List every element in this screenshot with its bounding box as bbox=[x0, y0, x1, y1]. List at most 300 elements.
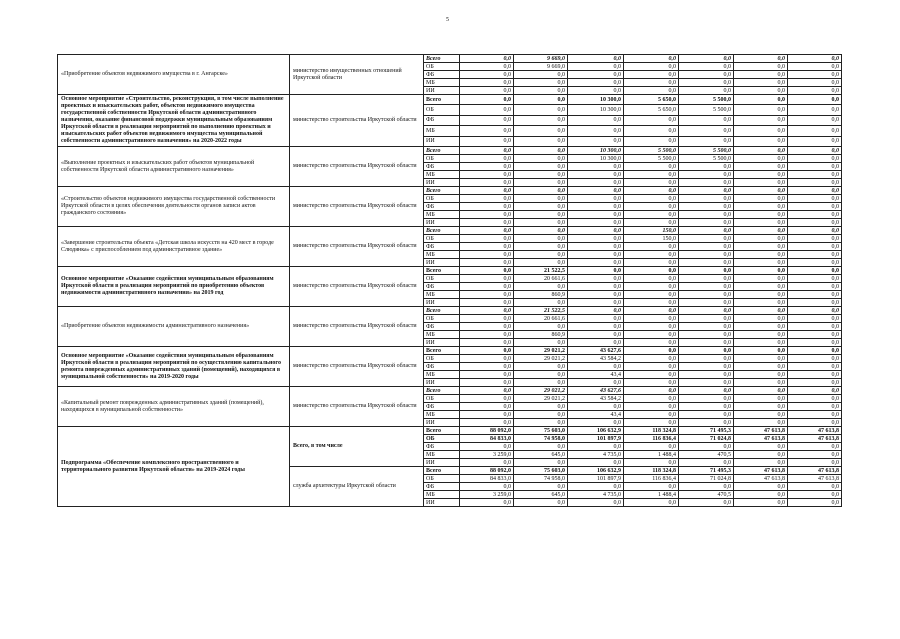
amount-cell: 74 958,0 bbox=[514, 475, 568, 483]
amount-cell: 0,0 bbox=[514, 87, 568, 95]
amount-cell: 0,0 bbox=[460, 243, 514, 251]
amount-cell: 0,0 bbox=[568, 443, 624, 451]
funding-source: ИИ bbox=[424, 459, 460, 467]
funding-source: Всего bbox=[424, 347, 460, 355]
amount-cell: 0,0 bbox=[514, 163, 568, 171]
amount-cell: 43,4 bbox=[568, 411, 624, 419]
amount-cell: 0,0 bbox=[624, 323, 679, 331]
amount-cell: 0,0 bbox=[460, 395, 514, 403]
amount-cell: 0,0 bbox=[514, 147, 568, 155]
amount-cell: 116 836,4 bbox=[624, 435, 679, 443]
funding-source: ОБ bbox=[424, 275, 460, 283]
amount-cell: 0,0 bbox=[624, 299, 679, 307]
amount-cell: 0,0 bbox=[460, 387, 514, 395]
amount-cell: 0,0 bbox=[514, 483, 568, 491]
amount-cell: 0,0 bbox=[734, 315, 788, 323]
amount-cell: 0,0 bbox=[679, 299, 734, 307]
amount-cell: 10 300,0 bbox=[568, 147, 624, 155]
activity-name: «Капитальный ремонт поврежденных административных зданий (помещений), находящихся в муниципальной собственности» bbox=[58, 387, 290, 427]
amount-cell: 0,0 bbox=[460, 411, 514, 419]
funding-source: МБ bbox=[424, 491, 460, 499]
amount-cell: 0,0 bbox=[568, 163, 624, 171]
funding-source: ФБ bbox=[424, 403, 460, 411]
amount-cell: 0,0 bbox=[514, 79, 568, 87]
amount-cell: 0,0 bbox=[460, 95, 514, 105]
amount-cell: 0,0 bbox=[734, 87, 788, 95]
amount-cell: 0,0 bbox=[460, 227, 514, 235]
amount-cell: 0,0 bbox=[788, 283, 842, 291]
amount-cell: 0,0 bbox=[788, 259, 842, 267]
amount-cell: 118 324,8 bbox=[624, 427, 679, 435]
amount-cell: 0,0 bbox=[568, 499, 624, 507]
amount-cell: 0,0 bbox=[734, 227, 788, 235]
amount-cell: 1 488,4 bbox=[624, 451, 679, 459]
amount-cell: 0,0 bbox=[460, 459, 514, 467]
amount-cell: 0,0 bbox=[460, 115, 514, 125]
amount-cell: 0,0 bbox=[460, 105, 514, 115]
amount-cell: 0,0 bbox=[788, 443, 842, 451]
amount-cell: 0,0 bbox=[679, 371, 734, 379]
amount-cell: 9 669,0 bbox=[514, 63, 568, 71]
amount-cell: 0,0 bbox=[788, 155, 842, 163]
responsible-executor: министерство строительства Иркутской области bbox=[290, 387, 424, 427]
amount-cell: 29 021,2 bbox=[514, 387, 568, 395]
activity-name: Основное мероприятие «Оказание содействия муниципальным образованиям Иркутской области в реализации мероприятий по осуществлению капитального ремонта поврежденных административных зданий (помещений), находящихся в муниципальной собственности» на 2019-2020 годы bbox=[58, 347, 290, 387]
amount-cell: 0,0 bbox=[514, 403, 568, 411]
amount-cell: 0,0 bbox=[734, 331, 788, 339]
amount-cell: 0,0 bbox=[788, 251, 842, 259]
table-row bbox=[58, 387, 842, 395]
amount-cell: 0,0 bbox=[514, 251, 568, 259]
amount-cell: 0,0 bbox=[679, 63, 734, 71]
amount-cell: 0,0 bbox=[679, 323, 734, 331]
amount-cell: 0,0 bbox=[734, 179, 788, 187]
responsible-executor: министерство строительства Иркутской области bbox=[290, 95, 424, 147]
funding-source: МБ bbox=[424, 251, 460, 259]
amount-cell: 0,0 bbox=[679, 395, 734, 403]
responsible-executor: министерство строительства Иркутской области bbox=[290, 147, 424, 187]
amount-cell: 88 092,0 bbox=[460, 467, 514, 475]
amount-cell: 0,0 bbox=[788, 323, 842, 331]
amount-cell: 0,0 bbox=[514, 299, 568, 307]
amount-cell: 0,0 bbox=[734, 155, 788, 163]
amount-cell: 0,0 bbox=[624, 419, 679, 427]
amount-cell: 0,0 bbox=[514, 95, 568, 105]
responsible-executor: министерство строительства Иркутской области bbox=[290, 187, 424, 227]
amount-cell: 0,0 bbox=[568, 259, 624, 267]
amount-cell: 5 500,0 bbox=[679, 147, 734, 155]
amount-cell: 0,0 bbox=[514, 499, 568, 507]
amount-cell: 0,0 bbox=[734, 195, 788, 203]
amount-cell: 0,0 bbox=[734, 267, 788, 275]
funding-source: МБ bbox=[424, 371, 460, 379]
funding-source: Всего bbox=[424, 387, 460, 395]
amount-cell: 29 021,2 bbox=[514, 347, 568, 355]
amount-cell: 10 300,0 bbox=[568, 95, 624, 105]
amount-cell: 0,0 bbox=[788, 299, 842, 307]
amount-cell: 0,0 bbox=[460, 331, 514, 339]
amount-cell: 0,0 bbox=[679, 211, 734, 219]
amount-cell: 0,0 bbox=[788, 315, 842, 323]
amount-cell: 645,0 bbox=[514, 451, 568, 459]
amount-cell: 10 300,0 bbox=[568, 155, 624, 163]
amount-cell: 88 092,0 bbox=[460, 427, 514, 435]
amount-cell: 101 897,9 bbox=[568, 475, 624, 483]
table-row bbox=[58, 267, 842, 275]
amount-cell: 0,0 bbox=[788, 243, 842, 251]
amount-cell: 0,0 bbox=[788, 63, 842, 71]
amount-cell: 84 833,0 bbox=[460, 475, 514, 483]
activity-name: «Приобретение объектов недвижимости административного назначения» bbox=[58, 307, 290, 347]
amount-cell: 0,0 bbox=[788, 339, 842, 347]
amount-cell: 47 613,8 bbox=[788, 467, 842, 475]
amount-cell: 0,0 bbox=[460, 291, 514, 299]
amount-cell: 0,0 bbox=[788, 95, 842, 105]
amount-cell: 0,0 bbox=[568, 219, 624, 227]
amount-cell: 0,0 bbox=[788, 71, 842, 79]
amount-cell: 0,0 bbox=[514, 203, 568, 211]
amount-cell: 0,0 bbox=[624, 87, 679, 95]
amount-cell: 29 021,2 bbox=[514, 355, 568, 363]
funding-source: МБ bbox=[424, 126, 460, 136]
amount-cell: 0,0 bbox=[624, 403, 679, 411]
amount-cell: 150,0 bbox=[624, 227, 679, 235]
amount-cell: 0,0 bbox=[679, 363, 734, 371]
amount-cell: 0,0 bbox=[460, 195, 514, 203]
amount-cell: 0,0 bbox=[624, 259, 679, 267]
funding-source: ФБ bbox=[424, 71, 460, 79]
amount-cell: 0,0 bbox=[788, 331, 842, 339]
amount-cell: 0,0 bbox=[734, 283, 788, 291]
amount-cell: 0,0 bbox=[514, 363, 568, 371]
amount-cell: 0,0 bbox=[568, 171, 624, 179]
amount-cell: 0,0 bbox=[568, 203, 624, 211]
amount-cell: 1 488,4 bbox=[624, 491, 679, 499]
amount-cell: 0,0 bbox=[788, 451, 842, 459]
amount-cell: 0,0 bbox=[734, 419, 788, 427]
amount-cell: 0,0 bbox=[624, 291, 679, 299]
amount-cell: 0,0 bbox=[734, 203, 788, 211]
amount-cell: 0,0 bbox=[734, 491, 788, 499]
amount-cell: 0,0 bbox=[460, 55, 514, 63]
amount-cell: 0,0 bbox=[514, 179, 568, 187]
amount-cell: 71 024,8 bbox=[679, 475, 734, 483]
amount-cell: 0,0 bbox=[514, 323, 568, 331]
amount-cell: 5 650,0 bbox=[624, 105, 679, 115]
amount-cell: 0,0 bbox=[679, 275, 734, 283]
funding-source: ИИ bbox=[424, 339, 460, 347]
amount-cell: 0,0 bbox=[624, 251, 679, 259]
funding-source: ИИ bbox=[424, 419, 460, 427]
table-row bbox=[58, 347, 842, 355]
amount-cell: 150,0 bbox=[624, 235, 679, 243]
amount-cell: 0,0 bbox=[460, 339, 514, 347]
amount-cell: 21 522,5 bbox=[514, 267, 568, 275]
amount-cell: 0,0 bbox=[460, 379, 514, 387]
amount-cell: 101 897,9 bbox=[568, 435, 624, 443]
funding-source: Всего bbox=[424, 95, 460, 105]
amount-cell: 0,0 bbox=[568, 315, 624, 323]
amount-cell: 0,0 bbox=[568, 283, 624, 291]
amount-cell: 0,0 bbox=[788, 171, 842, 179]
amount-cell: 0,0 bbox=[624, 79, 679, 87]
funding-source: ОБ bbox=[424, 155, 460, 163]
amount-cell: 0,0 bbox=[734, 411, 788, 419]
amount-cell: 21 522,5 bbox=[514, 307, 568, 315]
amount-cell: 0,0 bbox=[624, 195, 679, 203]
funding-source: ФБ bbox=[424, 483, 460, 491]
amount-cell: 75 603,0 bbox=[514, 427, 568, 435]
amount-cell: 0,0 bbox=[514, 105, 568, 115]
amount-cell: 0,0 bbox=[514, 371, 568, 379]
amount-cell: 0,0 bbox=[624, 387, 679, 395]
amount-cell: 0,0 bbox=[568, 63, 624, 71]
amount-cell: 470,5 bbox=[679, 451, 734, 459]
amount-cell: 106 632,9 bbox=[568, 427, 624, 435]
table-row bbox=[58, 187, 842, 195]
amount-cell: 0,0 bbox=[624, 179, 679, 187]
amount-cell: 0,0 bbox=[788, 371, 842, 379]
amount-cell: 0,0 bbox=[788, 147, 842, 155]
amount-cell: 0,0 bbox=[460, 147, 514, 155]
amount-cell: 0,0 bbox=[460, 299, 514, 307]
amount-cell: 0,0 bbox=[568, 115, 624, 125]
amount-cell: 47 613,8 bbox=[788, 475, 842, 483]
amount-cell: 0,0 bbox=[460, 163, 514, 171]
amount-cell: 0,0 bbox=[679, 163, 734, 171]
amount-cell: 0,0 bbox=[624, 163, 679, 171]
page-number: 5 bbox=[446, 17, 449, 23]
amount-cell: 0,0 bbox=[568, 459, 624, 467]
amount-cell: 0,0 bbox=[514, 219, 568, 227]
amount-cell: 9 669,0 bbox=[514, 55, 568, 63]
amount-cell: 0,0 bbox=[624, 411, 679, 419]
amount-cell: 0,0 bbox=[679, 243, 734, 251]
amount-cell: 0,0 bbox=[624, 395, 679, 403]
amount-cell: 0,0 bbox=[679, 259, 734, 267]
amount-cell: 0,0 bbox=[460, 267, 514, 275]
amount-cell: 0,0 bbox=[514, 235, 568, 243]
activity-name: «Завершение строительства объекта «Детская школа искусств на 420 мест в городе Слюдянка» с приспособлением под административное здание» bbox=[58, 227, 290, 267]
amount-cell: 0,0 bbox=[624, 315, 679, 323]
amount-cell: 0,0 bbox=[788, 79, 842, 87]
amount-cell: 0,0 bbox=[679, 411, 734, 419]
amount-cell: 47 613,8 bbox=[788, 427, 842, 435]
funding-source: ИИ bbox=[424, 299, 460, 307]
amount-cell: 0,0 bbox=[514, 211, 568, 219]
responsible-executor: министерство имущественных отношений Иркутской области bbox=[290, 55, 424, 95]
table-row bbox=[58, 227, 842, 235]
amount-cell: 0,0 bbox=[568, 483, 624, 491]
amount-cell: 0,0 bbox=[624, 71, 679, 79]
amount-cell: 0,0 bbox=[679, 267, 734, 275]
amount-cell: 0,0 bbox=[734, 211, 788, 219]
amount-cell: 0,0 bbox=[679, 87, 734, 95]
amount-cell: 0,0 bbox=[734, 55, 788, 63]
amount-cell: 0,0 bbox=[460, 203, 514, 211]
amount-cell: 0,0 bbox=[788, 347, 842, 355]
amount-cell: 0,0 bbox=[679, 126, 734, 136]
amount-cell: 0,0 bbox=[624, 211, 679, 219]
amount-cell: 0,0 bbox=[624, 499, 679, 507]
amount-cell: 0,0 bbox=[788, 291, 842, 299]
amount-cell: 0,0 bbox=[568, 267, 624, 275]
amount-cell: 0,0 bbox=[568, 195, 624, 203]
amount-cell: 0,0 bbox=[679, 283, 734, 291]
amount-cell: 29 021,2 bbox=[514, 395, 568, 403]
funding-source: ФБ bbox=[424, 283, 460, 291]
amount-cell: 0,0 bbox=[734, 291, 788, 299]
amount-cell: 0,0 bbox=[568, 291, 624, 299]
activity-name: Основное мероприятие «Оказание содействия муниципальным образованиям Иркутской области в реализации мероприятий по приобретению объектов недвижимости административного назначения» на 2019 год bbox=[58, 267, 290, 307]
amount-cell: 0,0 bbox=[624, 136, 679, 146]
amount-cell: 0,0 bbox=[514, 411, 568, 419]
subprogram-name: Подпрограмма «Обеспечение комплексного пространственного и территориального развития Иркутской области» на 2019-2024 годы bbox=[58, 427, 290, 507]
amount-cell: 0,0 bbox=[568, 323, 624, 331]
amount-cell: 0,0 bbox=[679, 483, 734, 491]
amount-cell: 0,0 bbox=[568, 235, 624, 243]
funding-source: ИИ bbox=[424, 87, 460, 95]
funding-source: МБ bbox=[424, 291, 460, 299]
amount-cell: 47 613,8 bbox=[734, 435, 788, 443]
amount-cell: 0,0 bbox=[679, 55, 734, 63]
amount-cell: 0,0 bbox=[624, 267, 679, 275]
amount-cell: 0,0 bbox=[734, 443, 788, 451]
amount-cell: 5 500,0 bbox=[679, 155, 734, 163]
funding-source: Всего bbox=[424, 55, 460, 63]
table-row bbox=[58, 95, 842, 105]
amount-cell: 84 833,0 bbox=[460, 435, 514, 443]
amount-cell: 0,0 bbox=[734, 403, 788, 411]
amount-cell: 0,0 bbox=[624, 219, 679, 227]
amount-cell: 0,0 bbox=[460, 235, 514, 243]
amount-cell: 47 613,8 bbox=[734, 427, 788, 435]
amount-cell: 0,0 bbox=[460, 347, 514, 355]
amount-cell: 0,0 bbox=[679, 171, 734, 179]
amount-cell: 118 324,8 bbox=[624, 467, 679, 475]
amount-cell: 0,0 bbox=[568, 179, 624, 187]
amount-cell: 0,0 bbox=[734, 339, 788, 347]
amount-cell: 71 495,3 bbox=[679, 467, 734, 475]
amount-cell: 0,0 bbox=[679, 227, 734, 235]
amount-cell: 0,0 bbox=[460, 315, 514, 323]
amount-cell: 3 259,0 bbox=[460, 451, 514, 459]
amount-cell: 0,0 bbox=[514, 227, 568, 235]
amount-cell: 0,0 bbox=[679, 459, 734, 467]
amount-cell: 0,0 bbox=[460, 403, 514, 411]
table-row bbox=[58, 307, 842, 315]
table-row bbox=[58, 55, 842, 63]
amount-cell: 0,0 bbox=[679, 315, 734, 323]
amount-cell: 0,0 bbox=[514, 126, 568, 136]
amount-cell: 0,0 bbox=[568, 339, 624, 347]
funding-source: ФБ bbox=[424, 203, 460, 211]
amount-cell: 43 627,6 bbox=[568, 347, 624, 355]
amount-cell: 4 735,0 bbox=[568, 491, 624, 499]
amount-cell: 0,0 bbox=[568, 55, 624, 63]
amount-cell: 0,0 bbox=[624, 187, 679, 195]
funding-source: ОБ bbox=[424, 355, 460, 363]
amount-cell: 0,0 bbox=[788, 307, 842, 315]
amount-cell: 0,0 bbox=[568, 227, 624, 235]
amount-cell: 43 584,2 bbox=[568, 395, 624, 403]
amount-cell: 0,0 bbox=[734, 483, 788, 491]
amount-cell: 116 836,4 bbox=[624, 475, 679, 483]
funding-source: Всего bbox=[424, 307, 460, 315]
activity-name: «Приобретение объектов недвижимого имущества в г. Ангарске» bbox=[58, 55, 290, 95]
amount-cell: 0,0 bbox=[460, 187, 514, 195]
amount-cell: 0,0 bbox=[624, 443, 679, 451]
amount-cell: 0,0 bbox=[460, 323, 514, 331]
amount-cell: 0,0 bbox=[788, 491, 842, 499]
amount-cell: 0,0 bbox=[460, 371, 514, 379]
amount-cell: 10 300,0 bbox=[568, 105, 624, 115]
amount-cell: 0,0 bbox=[734, 243, 788, 251]
amount-cell: 0,0 bbox=[788, 163, 842, 171]
amount-cell: 0,0 bbox=[624, 55, 679, 63]
amount-cell: 0,0 bbox=[679, 187, 734, 195]
amount-cell: 0,0 bbox=[788, 219, 842, 227]
amount-cell: 0,0 bbox=[734, 355, 788, 363]
amount-cell: 0,0 bbox=[788, 187, 842, 195]
amount-cell: 0,0 bbox=[460, 251, 514, 259]
amount-cell: 0,0 bbox=[788, 275, 842, 283]
amount-cell: 0,0 bbox=[788, 105, 842, 115]
amount-cell: 0,0 bbox=[679, 291, 734, 299]
amount-cell: 0,0 bbox=[568, 126, 624, 136]
amount-cell: 0,0 bbox=[788, 363, 842, 371]
funding-source: МБ bbox=[424, 211, 460, 219]
amount-cell: 0,0 bbox=[788, 235, 842, 243]
amount-cell: 0,0 bbox=[514, 171, 568, 179]
funding-source: ОБ bbox=[424, 195, 460, 203]
amount-cell: 0,0 bbox=[734, 126, 788, 136]
amount-cell: 0,0 bbox=[734, 136, 788, 146]
amount-cell: 0,0 bbox=[460, 363, 514, 371]
amount-cell: 20 661,6 bbox=[514, 315, 568, 323]
activity-name: Основное мероприятие «Строительство, реконструкция, в том числе выполнение проектных и изыскательских работ, объектов недвижимого имущества государственной собственности Иркутской области административного назначения, оказание финансовой поддержки муниципальным образованиям Иркутской области в реализации мероприятий по выполнению проектных и изыскательских работ объектов недвижимого имущества муниципальной собственности административного назначения» на 2020-2022 годы bbox=[58, 95, 290, 147]
amount-cell: 0,0 bbox=[788, 195, 842, 203]
amount-cell: 0,0 bbox=[568, 419, 624, 427]
amount-cell: 0,0 bbox=[788, 55, 842, 63]
amount-cell: 0,0 bbox=[568, 251, 624, 259]
amount-cell: 0,0 bbox=[679, 443, 734, 451]
amount-cell: 3 259,0 bbox=[460, 491, 514, 499]
amount-cell: 0,0 bbox=[460, 275, 514, 283]
amount-cell: 0,0 bbox=[514, 187, 568, 195]
funding-source: ФБ bbox=[424, 443, 460, 451]
amount-cell: 0,0 bbox=[624, 203, 679, 211]
amount-cell: 0,0 bbox=[679, 419, 734, 427]
funding-source: ОБ bbox=[424, 315, 460, 323]
funding-source: ФБ bbox=[424, 363, 460, 371]
amount-cell: 0,0 bbox=[734, 71, 788, 79]
amount-cell: 5 650,0 bbox=[624, 95, 679, 105]
amount-cell: 0,0 bbox=[679, 71, 734, 79]
amount-cell: 0,0 bbox=[788, 411, 842, 419]
funding-source: МБ bbox=[424, 171, 460, 179]
funding-source: Всего bbox=[424, 467, 460, 475]
amount-cell: 0,0 bbox=[460, 499, 514, 507]
funding-source: ОБ bbox=[424, 435, 460, 443]
amount-cell: 0,0 bbox=[788, 115, 842, 125]
funding-source: Всего bbox=[424, 427, 460, 435]
amount-cell: 5 500,0 bbox=[624, 155, 679, 163]
amount-cell: 0,0 bbox=[624, 171, 679, 179]
amount-cell: 0,0 bbox=[460, 419, 514, 427]
funding-source: ОБ bbox=[424, 105, 460, 115]
amount-cell: 0,0 bbox=[460, 259, 514, 267]
